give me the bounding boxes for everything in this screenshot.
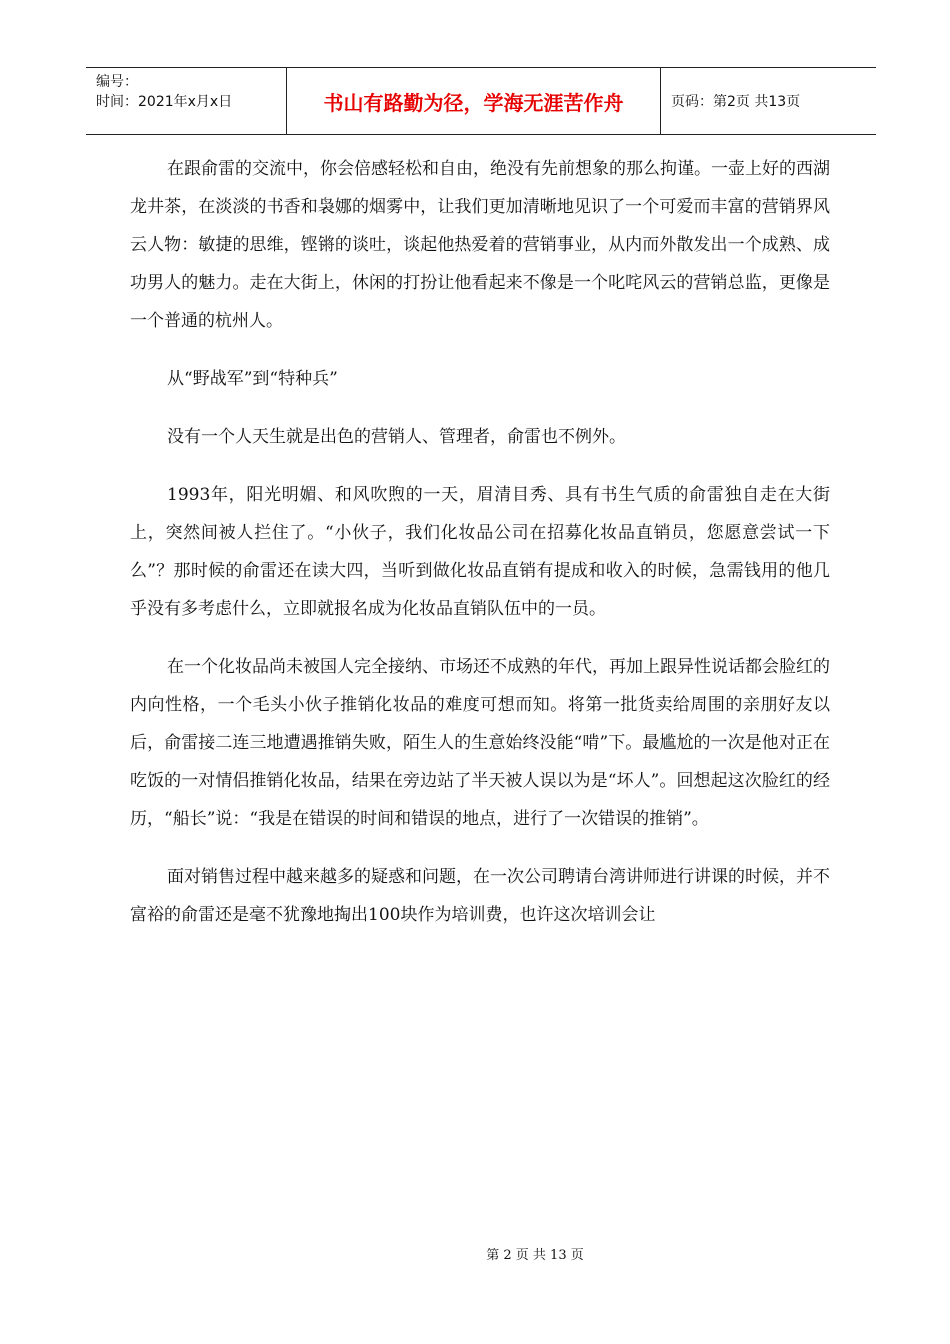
footer-page-number: 第 2 页 共 13 页 bbox=[486, 1248, 584, 1263]
paragraph: 1993年，阳光明媚、和风吹煦的一天，眉清目秀、具有书生气质的俞雷独自走在大街上，突然间被人拦住了。“小伙子，我们化妆品公司在招募化妆品直销员，您愿意尝试一下么”？那时候的俞雷还在读大四，当听到做化妆品直销有提成和收入的时候，急需钱用的他几乎没有多考虑什么，立即就报名成为化妆品直销队伍中的一员。 bbox=[130, 485, 830, 619]
header-page-info: 页码：第2页 共13页 bbox=[671, 94, 801, 110]
serial-label: 编号： bbox=[96, 74, 138, 90]
paragraph: 没有一个人天生就是出色的营销人、管理者，俞雷也不例外。 bbox=[167, 427, 626, 447]
page-footer bbox=[0, 1244, 950, 1263]
page-header bbox=[86, 67, 876, 135]
paragraph: 面对销售过程中越来越多的疑惑和问题，在一次公司聘请台湾讲师进行讲课的时候，并不富裕的俞雷还是毫不犹豫地掏出100块作为培训费，也许这次培训会让 bbox=[130, 867, 830, 925]
header-motto: 书山有路勤为径，学海无涯苦作舟 bbox=[286, 68, 661, 134]
paragraph-intro: 在跟俞雷的交流中，你会倍感轻松和自由，绝没有先前想象的那么拘谨。一壶上好的西湖龙井茶，在淡淡的书香和袅娜的烟雾中，让我们更加清晰地见识了一个可爱而丰富的营销界风云人物：敏捷的思维，铿锵的谈吐，谈起他热爱着的营销事业，从内而外散发出一个成熟、成功男人的魅力。走在大街上，休闲的打扮让他看起来不像是一个叱咤风云的营销总监，更像是一个普通的杭州人。 bbox=[130, 159, 830, 331]
paragraph: 在一个化妆品尚未被国人完全接纳、市场还不成熟的年代，再加上跟异性说话都会脸红的内向性格，一个毛头小伙子推销化妆品的难度可想而知。将第一批货卖给周围的亲朋好友以后，俞雷接二连三地遭遇推销失败，陌生人的生意始终没能“啃”下。最尴尬的一次是他对正在吃饭的一对情侣推销化妆品，结果在旁边站了半天被人误以为是“坏人”。回想起这次脸红的经历，“船长”说：“我是在错误的时间和错误的地点，进行了一次错误的推销”。 bbox=[130, 657, 830, 829]
header-meta bbox=[86, 68, 286, 134]
time-label: 时间：2021年x月x日 bbox=[96, 94, 233, 110]
section-heading: 从“野战军”到“特种兵” bbox=[167, 369, 338, 389]
document-body bbox=[130, 150, 830, 954]
